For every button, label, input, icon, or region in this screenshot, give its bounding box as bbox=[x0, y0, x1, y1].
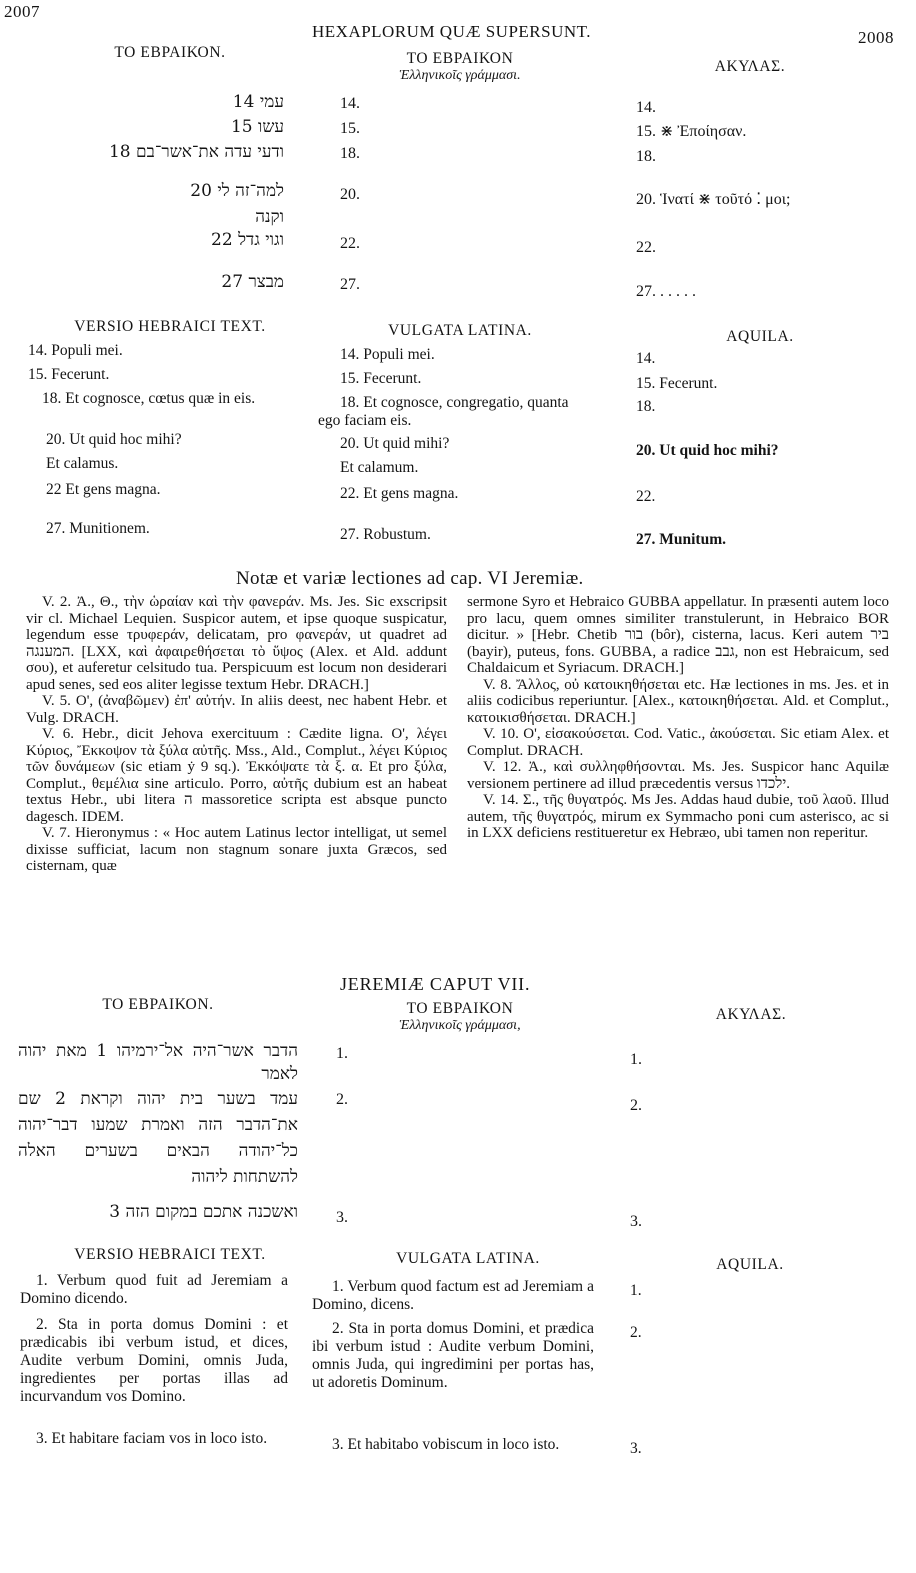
versio-line: 22 Et gens magna. bbox=[46, 481, 161, 498]
col-head-hebrew: ΤΟ ΕΒΡΑΙΚΟΝ. bbox=[114, 44, 226, 61]
vulgata-line: 22. Et gens magna. bbox=[340, 485, 459, 502]
note-paragraph: V. 14. Σ., τῆς θυγατρός. Ms Jes. Addas haud dubie, τοῦ λαοῦ. Illud autem, τῆς θυγατρός, mirum ex Symmacho poni cum asterisco, ac si in LXX deficiens restitueretur ex Hebræo, ubi tamen non reperitur. bbox=[467, 792, 889, 841]
vulgata-line: 15. Fecerunt. bbox=[340, 370, 422, 387]
versio-line: 15. Fecerunt. bbox=[28, 366, 110, 383]
notes-left-column bbox=[26, 594, 447, 875]
aquila-latin-line: 14. bbox=[636, 350, 656, 367]
vulgata-line: 18. Et cognosce, congregatio, quanta ego faciam eis. bbox=[318, 394, 569, 429]
versio-paragraph: 2. Sta in porta domus Domini : et prædicabis ibi verbum istud, et dices, Audite verbum Domini, omnis Juda, ingredientes per portas illas ad incurvandum vos Domino. bbox=[20, 1316, 288, 1405]
translit-line: 3. bbox=[336, 1209, 348, 1226]
col-head-translit-title: ΤΟ ΕΒΡΑΙΚΟΝ bbox=[406, 50, 514, 67]
versio-line: 27. Munitionem. bbox=[46, 520, 150, 537]
aquila-line: 18. bbox=[636, 148, 656, 165]
hebrew-line: למה־זה לי 20 bbox=[190, 181, 284, 201]
translit-line: 15. bbox=[340, 120, 360, 137]
translit-line: 18. bbox=[340, 145, 360, 162]
hebrew-line: וגוי גדל 22 bbox=[211, 230, 284, 250]
col-head-aquila-latin: AQUILA. bbox=[716, 1256, 784, 1273]
running-title: HEXAPLORUM QUÆ SUPERSUNT. bbox=[312, 22, 592, 41]
aquila-line: 22. bbox=[636, 239, 656, 256]
vulgata-line-cont: Et calamum. bbox=[340, 459, 419, 476]
hebrew-line: מבצר 27 bbox=[221, 272, 284, 292]
translit-line: 1. bbox=[336, 1045, 348, 1062]
vulgata-line: 20. Ut quid mihi? bbox=[340, 435, 450, 452]
hebrew-line-cont: וקנה bbox=[255, 207, 284, 227]
chapter-heading: JEREMIÆ CAPUT VII. bbox=[340, 974, 531, 994]
note-paragraph: V. 7. Hieronymus : « Hoc autem Latinus lector intelligat, ut semel dixisse sufficiat, lacum non stagnum sonare juxta Græcos, sed cisternam, quæ bbox=[26, 825, 447, 874]
translit-line: 27. bbox=[340, 276, 360, 293]
hebrew-line: ואשכנה אתכם במקום הזה 3 bbox=[109, 1202, 298, 1222]
aquila-line: 27. . . . . . bbox=[636, 283, 696, 300]
aquila-latin-line: 22. bbox=[636, 488, 656, 505]
versio-line: 20. Ut quid hoc mihi? bbox=[46, 431, 182, 448]
versio-paragraph: 1. Verbum quod fuit ad Jeremiam a Domino dicendo. bbox=[20, 1272, 288, 1307]
translit-line: 14. bbox=[340, 95, 360, 112]
col-head-hebrew: ΤΟ ΕΒΡΑΙΚΟΝ. bbox=[102, 996, 214, 1013]
versio-line-cont: Et calamus. bbox=[46, 455, 119, 472]
note-paragraph: V. 10. Ο', εἰσακούσεται. Cod. Vatic., ἀκούσεται. Sic etiam Alex. et Complut. DRACH. bbox=[467, 726, 889, 759]
vulgata-paragraph: 2. Sta in porta domus Domini, et prædica ibi verbum istud : Audite verbum Domini, omnis Juda, qui ingredimini per portas has, ut adoretis Dominum. bbox=[312, 1320, 594, 1391]
hebrew-block: הדבר אשר־היה אל־ירמיהו 1 מאת יהוה לאמר bbox=[18, 1041, 298, 1084]
translit-line: 2. bbox=[336, 1091, 348, 1108]
translit-line: 20. bbox=[340, 186, 360, 203]
col-head-translit-sub: Ἑλληνικοῖς γράμμασι. bbox=[399, 68, 521, 83]
aquila-line: 14. bbox=[636, 99, 656, 116]
versio-line: 14. Populi mei. bbox=[28, 342, 123, 359]
aquila-latin-line: 18. bbox=[636, 398, 656, 415]
vulgata-line: 14. Populi mei. bbox=[340, 346, 435, 363]
aquila-line: 20. Ἱνατί ⋇ τοῦτό ⁚ μοι; bbox=[636, 191, 791, 208]
aquila-line: 3. bbox=[630, 1213, 642, 1230]
col-head-aquila-latin: AQUILA. bbox=[726, 328, 794, 345]
col-head-translit bbox=[360, 50, 560, 84]
col-head-vulgata: VULGATA LATINA. bbox=[396, 1250, 540, 1267]
col-head-aquila: ΑΚΥΛΑΣ. bbox=[715, 1006, 787, 1023]
col-head-versio: VERSIO HEBRAICI TEXT. bbox=[74, 318, 266, 335]
note-paragraph: V. 5. Ο', (ἀναβῶμεν) ἐπ' αὐτήν. In aliis deest, nec habent Hebr. et Vulg. DRACH. bbox=[26, 693, 447, 726]
col-head-vulgata: VULGATA LATINA. bbox=[388, 322, 532, 339]
hebrew-line: ודעי עדה את־אשר־בם 18 bbox=[108, 142, 284, 162]
aquila-latin-line: 1. bbox=[630, 1282, 642, 1299]
note-paragraph: V. 2. Ἀ., Θ., τὴν ὡραίαν καὶ τὴν φανεράν. Ms. Jes. Sic exscripsit vir cl. Michael Lequien. Suspicor autem, et ipse quoque suspicatur, legendum esse τρυφεράν, delicatam, pro φανεράν, ut quadret ad המענגה. [LXX, καὶ ἀφαιρεθήσεται τὸ ὕψος (Alex. et Ald. addunt σου), et auferetur celsitudo tua. Perspicuum est locum non desiderari apud senes, sed eos aliter legisse textum Hebr. DRACH.] bbox=[26, 594, 447, 693]
note-paragraph: V. 8. Ἄλλος, οὐ κατοικηθήσεται etc. Hæ lectiones in ms. Jes. et in aliis codicibus reperiuntur. [Alex., κατοικηθήσεται. Ald. et Complut., κατοικισθήσεται. DRACH.] bbox=[467, 676, 889, 726]
aquila-line: 1. bbox=[630, 1051, 642, 1068]
col-head-aquila: ΑΚΥΛΑΣ. bbox=[714, 58, 786, 75]
aquila-latin-line: 2. bbox=[630, 1324, 642, 1341]
hebrew-line: עמי 14 bbox=[232, 92, 284, 112]
page-number-right: 2008 bbox=[858, 28, 894, 47]
col-head-translit-sub: Ἑλληνικοῖς γράμμασι, bbox=[399, 1018, 521, 1033]
vulgata-paragraph: 1. Verbum quod factum est ad Jeremiam a Domino, dicens. bbox=[312, 1278, 594, 1313]
aquila-latin-line: 15. Fecerunt. bbox=[636, 375, 718, 392]
note-paragraph: V. 12. Ἀ., καὶ συλληφθήσονται. Ms. Jes. Suspicor hanc Aquilæ versionem pertinere ad illud præcedentis versus ילכדו. bbox=[467, 759, 889, 792]
col-head-versio: VERSIO HEBRAICI TEXT. bbox=[74, 1246, 266, 1263]
col-head-translit-title: ΤΟ ΕΒΡΑΙΚΟΝ bbox=[406, 1000, 514, 1017]
note-paragraph: V. 6. Hebr., dicit Jehova exercituum : Cædite ligna. Ο', λέγει Κύριος, Ἔκκοψον τὰ ξύλα αὐτῆς. Mss., Ald., Complut., λέγει Κύριος τῶν δυνάμεων (sic etiam ẏ 9 sq.). Ἐκκόψατε τὰ ξ. α. Et pro ξύλα, Complut., θεμέλια sine articulo. Porro, αὐτῆς dubium est an habeat textus Hebr., ubi litera ה massoretice scripta est absque puncto dagesch. IDEM. bbox=[26, 726, 448, 825]
aquila-line: 15. ⋇ Ἐποίησαν. bbox=[636, 123, 747, 140]
notes-right-column bbox=[467, 594, 889, 842]
page-number-left: 2007 bbox=[4, 2, 40, 21]
aquila-latin-line: 3. bbox=[630, 1440, 642, 1457]
versio-line: 18. Et cognosce, cœtus quæ in eis. bbox=[42, 390, 256, 407]
aquila-line: 2. bbox=[630, 1097, 642, 1114]
translit-line: 22. bbox=[340, 235, 360, 252]
hebrew-line: עשו 15 bbox=[230, 117, 284, 137]
col-head-translit bbox=[350, 1000, 570, 1034]
versio-paragraph: 3. Et habitare faciam vos in loco isto. bbox=[36, 1430, 268, 1447]
vulgata-paragraph: 3. Et habitabo vobiscum in loco isto. bbox=[332, 1436, 560, 1453]
vulgata-line: 27. Robustum. bbox=[340, 526, 431, 543]
hebrew-block: עמד בשער בית יהוה וקראת 2 שם את־הדבר הזה ואמרת שמעו דבר־יהוה כל־יהודה הבאים בשערים האלה להשתחות ליהוה bbox=[18, 1089, 298, 1187]
note-paragraph: sermone Syro et Hebraico GUBBA appellatur. In præsenti autem loco pro lacu, quem omnes similiter transtulerunt, in Hebraico BOR dicitur. » [Hebr. Chetib בור (bôr), cisterna, lacus. Keri autem ביר (bayir), puteus, fons. GUBBA, a radice גבב, non est Hebraicum, sed Chaldaicum et Syriacum. DRACH.] bbox=[467, 594, 890, 676]
aquila-latin-line: 27. Munitum. bbox=[636, 531, 726, 548]
aquila-latin-line: 20. Ut quid hoc mihi? bbox=[636, 442, 779, 459]
notes-title: Notæ et variæ lectiones ad cap. VI Jeremiæ. bbox=[236, 568, 584, 589]
